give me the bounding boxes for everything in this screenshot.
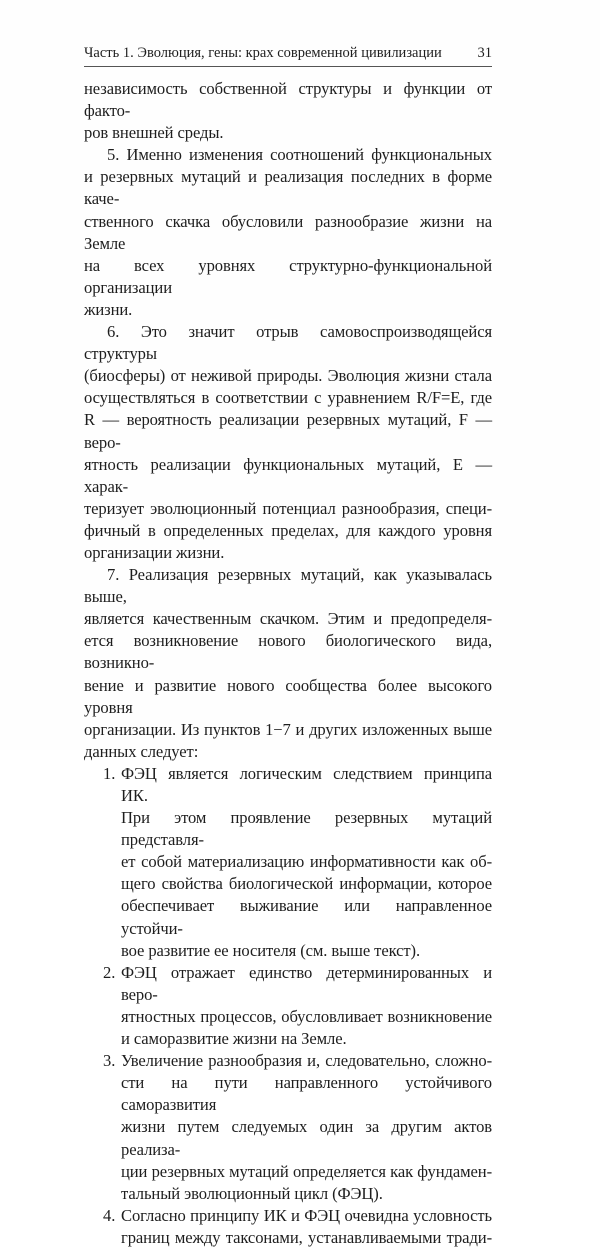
list-marker: 4. (103, 1205, 116, 1225)
list-item (84, 1205, 492, 1249)
text-line: 7. Реализация резервных мутаций, как указывалась выше, (84, 565, 492, 607)
text-line: жизни. (84, 299, 133, 319)
header-title: Часть 1. Эволюция, гены: крах современной цивилизации (84, 45, 442, 61)
list-item (84, 1050, 492, 1205)
running-header (84, 44, 492, 67)
text-line: 6. Это значит отрыв самовоспроизводящейся структуры (84, 322, 492, 364)
list-item (84, 962, 492, 1050)
list-marker: 2. (103, 962, 116, 982)
text-line: ятностных процессов, обусловливает возникновение (121, 1006, 492, 1026)
text-line: ров внешней среды. (84, 123, 224, 143)
text-line: и резервных мутаций и реализация последних в форме каче- (84, 167, 492, 209)
list-item (84, 763, 492, 962)
text-line: данных следует: (84, 741, 199, 761)
text-line: 5. Именно изменения соотношений функциональных (107, 145, 492, 165)
text-line: теризует эволюционный потенциал разнообразия, специ- (84, 498, 492, 518)
text-line: ственного скачка обусловили разнообразие жизни на Земле (84, 211, 492, 253)
text-line: организации. Из пунктов 1−7 и других изложенных выше (84, 719, 492, 739)
text-line: жизни путем следуемых один за другим актов реализа- (121, 1117, 492, 1159)
text-line: ет собой материализацию информативности как об- (121, 852, 492, 872)
text-line: обеспечивает выживание или направленное устойчи- (121, 896, 492, 938)
text-line: ется возникновение нового биологического вида, возникно- (84, 631, 492, 673)
list-marker: 1. (103, 763, 116, 783)
text-line: ФЭЦ отражает единство детерминированных и веро- (121, 962, 492, 1004)
text-line: R — вероятность реализации резервных мутаций, F — веро- (84, 410, 492, 452)
page-number: 31 (477, 45, 492, 61)
text-line: фичный в определенных пределах, для каждого уровня (84, 520, 492, 540)
text-line: Увеличение разнообразия и, следовательно, сложно- (121, 1051, 492, 1071)
text-line: ятность реализации функциональных мутаций, E — харак- (84, 454, 492, 496)
text-line: щего свойства биологической информации, которое (121, 874, 492, 894)
text-line: ции резервных мутаций определяется как фундамен- (121, 1161, 492, 1181)
text-line: осуществляться в соответствии с уравнением R/F=E, где (84, 388, 492, 408)
body-text (84, 78, 492, 1249)
text-line: вое развитие ее носителя (см. выше текст). (121, 940, 421, 960)
text-line: тальный эволюционный цикл (ФЭЦ). (121, 1183, 383, 1203)
list-marker: 3. (103, 1051, 116, 1071)
text-line: сти на пути направленного устойчивого саморазвития (121, 1073, 492, 1115)
text-line: и саморазвитие жизни на Земле. (121, 1029, 347, 1049)
text-line: границ между таксонами, устанавливаемыми тради- (121, 1227, 492, 1247)
text-line: Согласно принципу ИК и ФЭЦ очевидна условность (121, 1205, 492, 1225)
text-line: При этом проявление резервных мутаций представля- (121, 808, 492, 850)
text-line: ФЭЦ является логическим следствием принципа ИК. (121, 763, 492, 805)
text-line: вение и развитие нового сообщества более высокого уровня (84, 675, 492, 717)
text-line: (биосферы) от неживой природы. Эволюция жизни стала (84, 366, 492, 386)
text-line: является качественным скачком. Этим и предопределя- (84, 609, 492, 629)
text-line: независимость собственной структуры и функции от факто- (84, 79, 492, 121)
text-line: на всех уровнях структурно-функциональной организации (84, 255, 492, 297)
text-line: организации жизни. (84, 542, 225, 562)
